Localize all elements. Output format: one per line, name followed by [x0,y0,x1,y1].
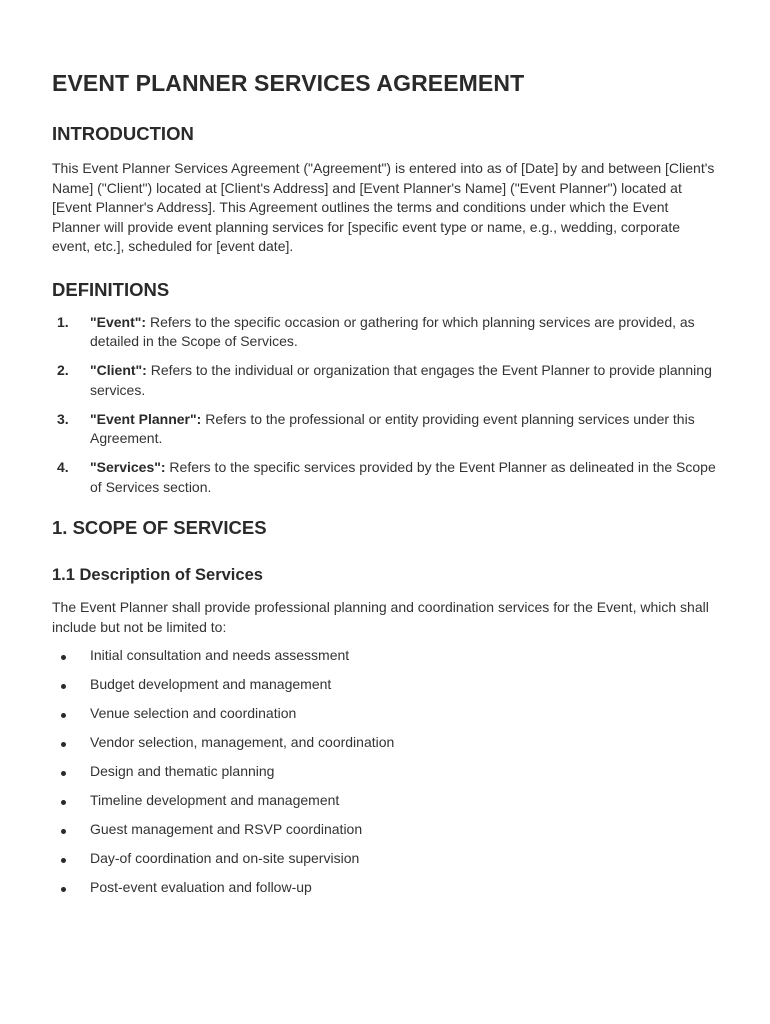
service-item [52,733,718,753]
service-text: Venue selection and coordination [90,705,297,721]
service-text: Timeline development and management [90,792,340,808]
service-text: Guest management and RSVP coordination [90,821,363,837]
service-item [52,878,718,898]
service-item [52,675,718,695]
service-item [52,646,718,666]
service-text: Design and thematic planning [90,763,275,779]
definition-number: 4. [57,459,69,475]
definition-item [52,313,718,352]
description-paragraph: The Event Planner shall provide professional planning and coordination services for the Event, which shall include but not be limited to: [52,599,709,635]
definitions-list [52,313,718,498]
definition-text: Refers to the professional or entity providing event planning services under this Agreement. [90,410,695,446]
definition-term: "Event Planner": [90,410,202,427]
introduction-paragraph: This Event Planner Services Agreement ("Agreement") is entered into as of [Date] by and between [Client's Name] ("Client") located at [Client's Address] and [Event Planner's Name] ("Event Planner") located at [Event Planner's Address]. This Agreement outlines the terms and conditions under which the Event Planner will provide event planning services for [specific event type or name, e.g., wedding, corporate event, etc.], scheduled for [event date]. [52,160,715,254]
introduction-heading: INTRODUCTION [52,123,194,144]
definition-text: Refers to the specific occasion or gathering for which planning services are provided, as detailed in the Scope of Services. [90,313,695,349]
service-text: Vendor selection, management, and coordination [90,734,395,750]
definition-text: Refers to the individual or organization that engages the Event Planner to provide planning services. [90,362,712,398]
service-text: Initial consultation and needs assessment [90,647,350,663]
definition-term: "Client": [90,362,147,378]
definition-term: "Event": [90,313,147,330]
document-title: EVENT PLANNER SERVICES AGREEMENT [52,70,525,96]
definitions-heading: DEFINITIONS [52,278,170,300]
bullet-icon [61,713,66,718]
scope-heading: 1. SCOPE OF SERVICES [52,517,267,538]
services-list [52,646,718,898]
service-text: Budget development and management [90,676,332,692]
bullet-icon [61,742,66,747]
definition-number: 2. [57,362,69,378]
service-text: Post-event evaluation and follow-up [90,879,312,895]
bullet-icon [61,684,66,689]
service-item [52,849,718,869]
definition-number: 3. [57,410,69,427]
service-text: Day-of coordination and on-site supervision [90,850,360,866]
bullet-icon [61,887,66,892]
definition-number: 1. [57,313,69,330]
bullet-icon [61,655,66,660]
definition-text: Refers to the specific services provided by the Event Planner as delineated in the Scope of Services section. [90,459,716,495]
bullet-icon [61,800,66,805]
definition-term: "Services": [90,459,166,475]
service-item [52,704,718,724]
bullet-icon [61,771,66,776]
service-item [52,762,718,782]
definition-item [52,361,718,400]
bullet-icon [61,829,66,834]
definition-item [52,410,718,449]
definition-item [52,458,718,497]
description-subheading: 1.1 Description of Services [52,566,263,584]
service-item [52,791,718,811]
service-item [52,820,718,840]
bullet-icon [61,858,66,863]
